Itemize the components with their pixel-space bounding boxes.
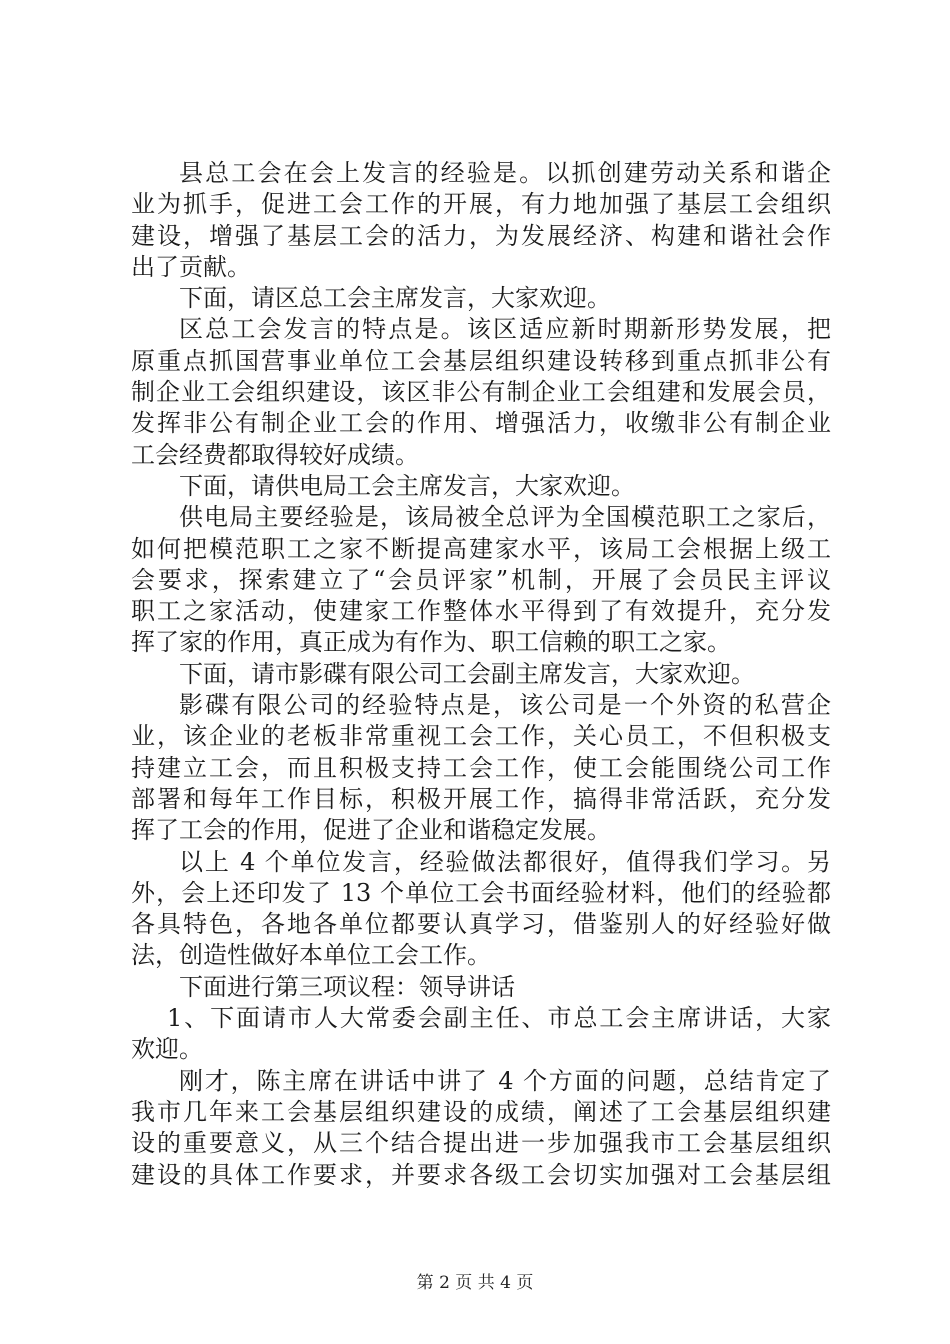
text-line: 下面，请供电局工会主席发言，大家欢迎。 <box>179 471 635 500</box>
text-line: 外，会上还印发了 13 个单位工会书面经验材料，他们的经验都 <box>131 878 831 907</box>
text-line: 挥了家的作用，真正成为有作为、职工信赖的职工之家。 <box>131 628 731 657</box>
text-line: 法，创造性做好本单位工会工作。 <box>131 941 491 970</box>
text-line: 下面进行第三项议程：领导讲话 <box>179 972 515 1001</box>
text-line: 欢迎。 <box>131 1035 203 1064</box>
text-line: 建设，增强了基层工会的活力，为发展经济、构建和谐社会作 <box>131 221 831 250</box>
page-number: 第 2 页 共 4 页 <box>416 1273 534 1293</box>
text-line: 供电局主要经验是，该局被全总评为全国模范职工之家后， <box>179 503 831 532</box>
text-line: 区总工会发言的特点是。该区适应新时期新形势发展，把 <box>179 315 831 344</box>
text-line: 刚才，陈主席在讲话中讲了 4 个方面的问题，总结肯定了 <box>179 1066 831 1095</box>
text-line: 挥了工会的作用，促进了企业和谐稳定发展。 <box>131 816 611 845</box>
text-line: 各具特色，各地各单位都要认真学习，借鉴别人的好经验好做 <box>131 910 831 939</box>
text-line: 影碟有限公司的经验特点是，该公司是一个外资的私营企 <box>179 691 831 720</box>
text-line: 我市几年来工会基层组织建设的成绩，阐述了工会基层组织建 <box>131 1097 831 1126</box>
text-line: 设的重要意义，从三个结合提出进一步加强我市工会基层组织 <box>131 1129 831 1158</box>
text-line: 1、下面请市人大常委会副主任、市总工会主席讲话，大家 <box>167 1004 831 1033</box>
text-line: 职工之家活动，使建家工作整体水平得到了有效提升，充分发 <box>131 597 831 626</box>
text-line: 以上 4 个单位发言，经验做法都很好，值得我们学习。另 <box>179 847 831 876</box>
text-line: 业为抓手，促进工会工作的开展，有力地加强了基层工会组织 <box>131 190 831 219</box>
text-line: 下面，请市影碟有限公司工会副主席发言，大家欢迎。 <box>179 659 755 688</box>
text-line: 部署和每年工作目标，积极开展工作，搞得非常活跃，充分发 <box>131 784 831 813</box>
text-line: 持建立工会，而且积极支持工会工作，使工会能围绕公司工作 <box>131 753 831 782</box>
text-line: 工会经费都取得较好成绩。 <box>131 440 419 469</box>
text-line: 发挥非公有制企业工会的作用、增强活力，收缴非公有制企业 <box>131 409 831 438</box>
text-line: 业，该企业的老板非常重视工会工作，关心员工，不但积极支 <box>131 722 831 751</box>
text-line: 如何把模范职工之家不断提高建家水平，该局工会根据上级工 <box>131 534 831 563</box>
text-line: 出了贡献。 <box>131 252 251 281</box>
text-line: 县总工会在会上发言的经验是。以抓创建劳动关系和谐企 <box>179 159 831 187</box>
text-line: 制企业工会组织建设，该区非公有制企业工会组建和发展会员， <box>131 378 831 407</box>
text-line: 会要求，探索建立了“会员评家”机制，开展了会员民主评议 <box>131 565 831 594</box>
text-line: 建设的具体工作要求，并要求各级工会切实加强对工会基层组 <box>131 1160 831 1189</box>
text-line: 下面，请区总工会主席发言，大家欢迎。 <box>179 284 611 313</box>
document-body <box>131 158 831 1191</box>
text-line: 原重点抓国营事业单位工会基层组织建设转移到重点抓非公有 <box>131 346 831 375</box>
page-footer <box>0 1268 950 1293</box>
